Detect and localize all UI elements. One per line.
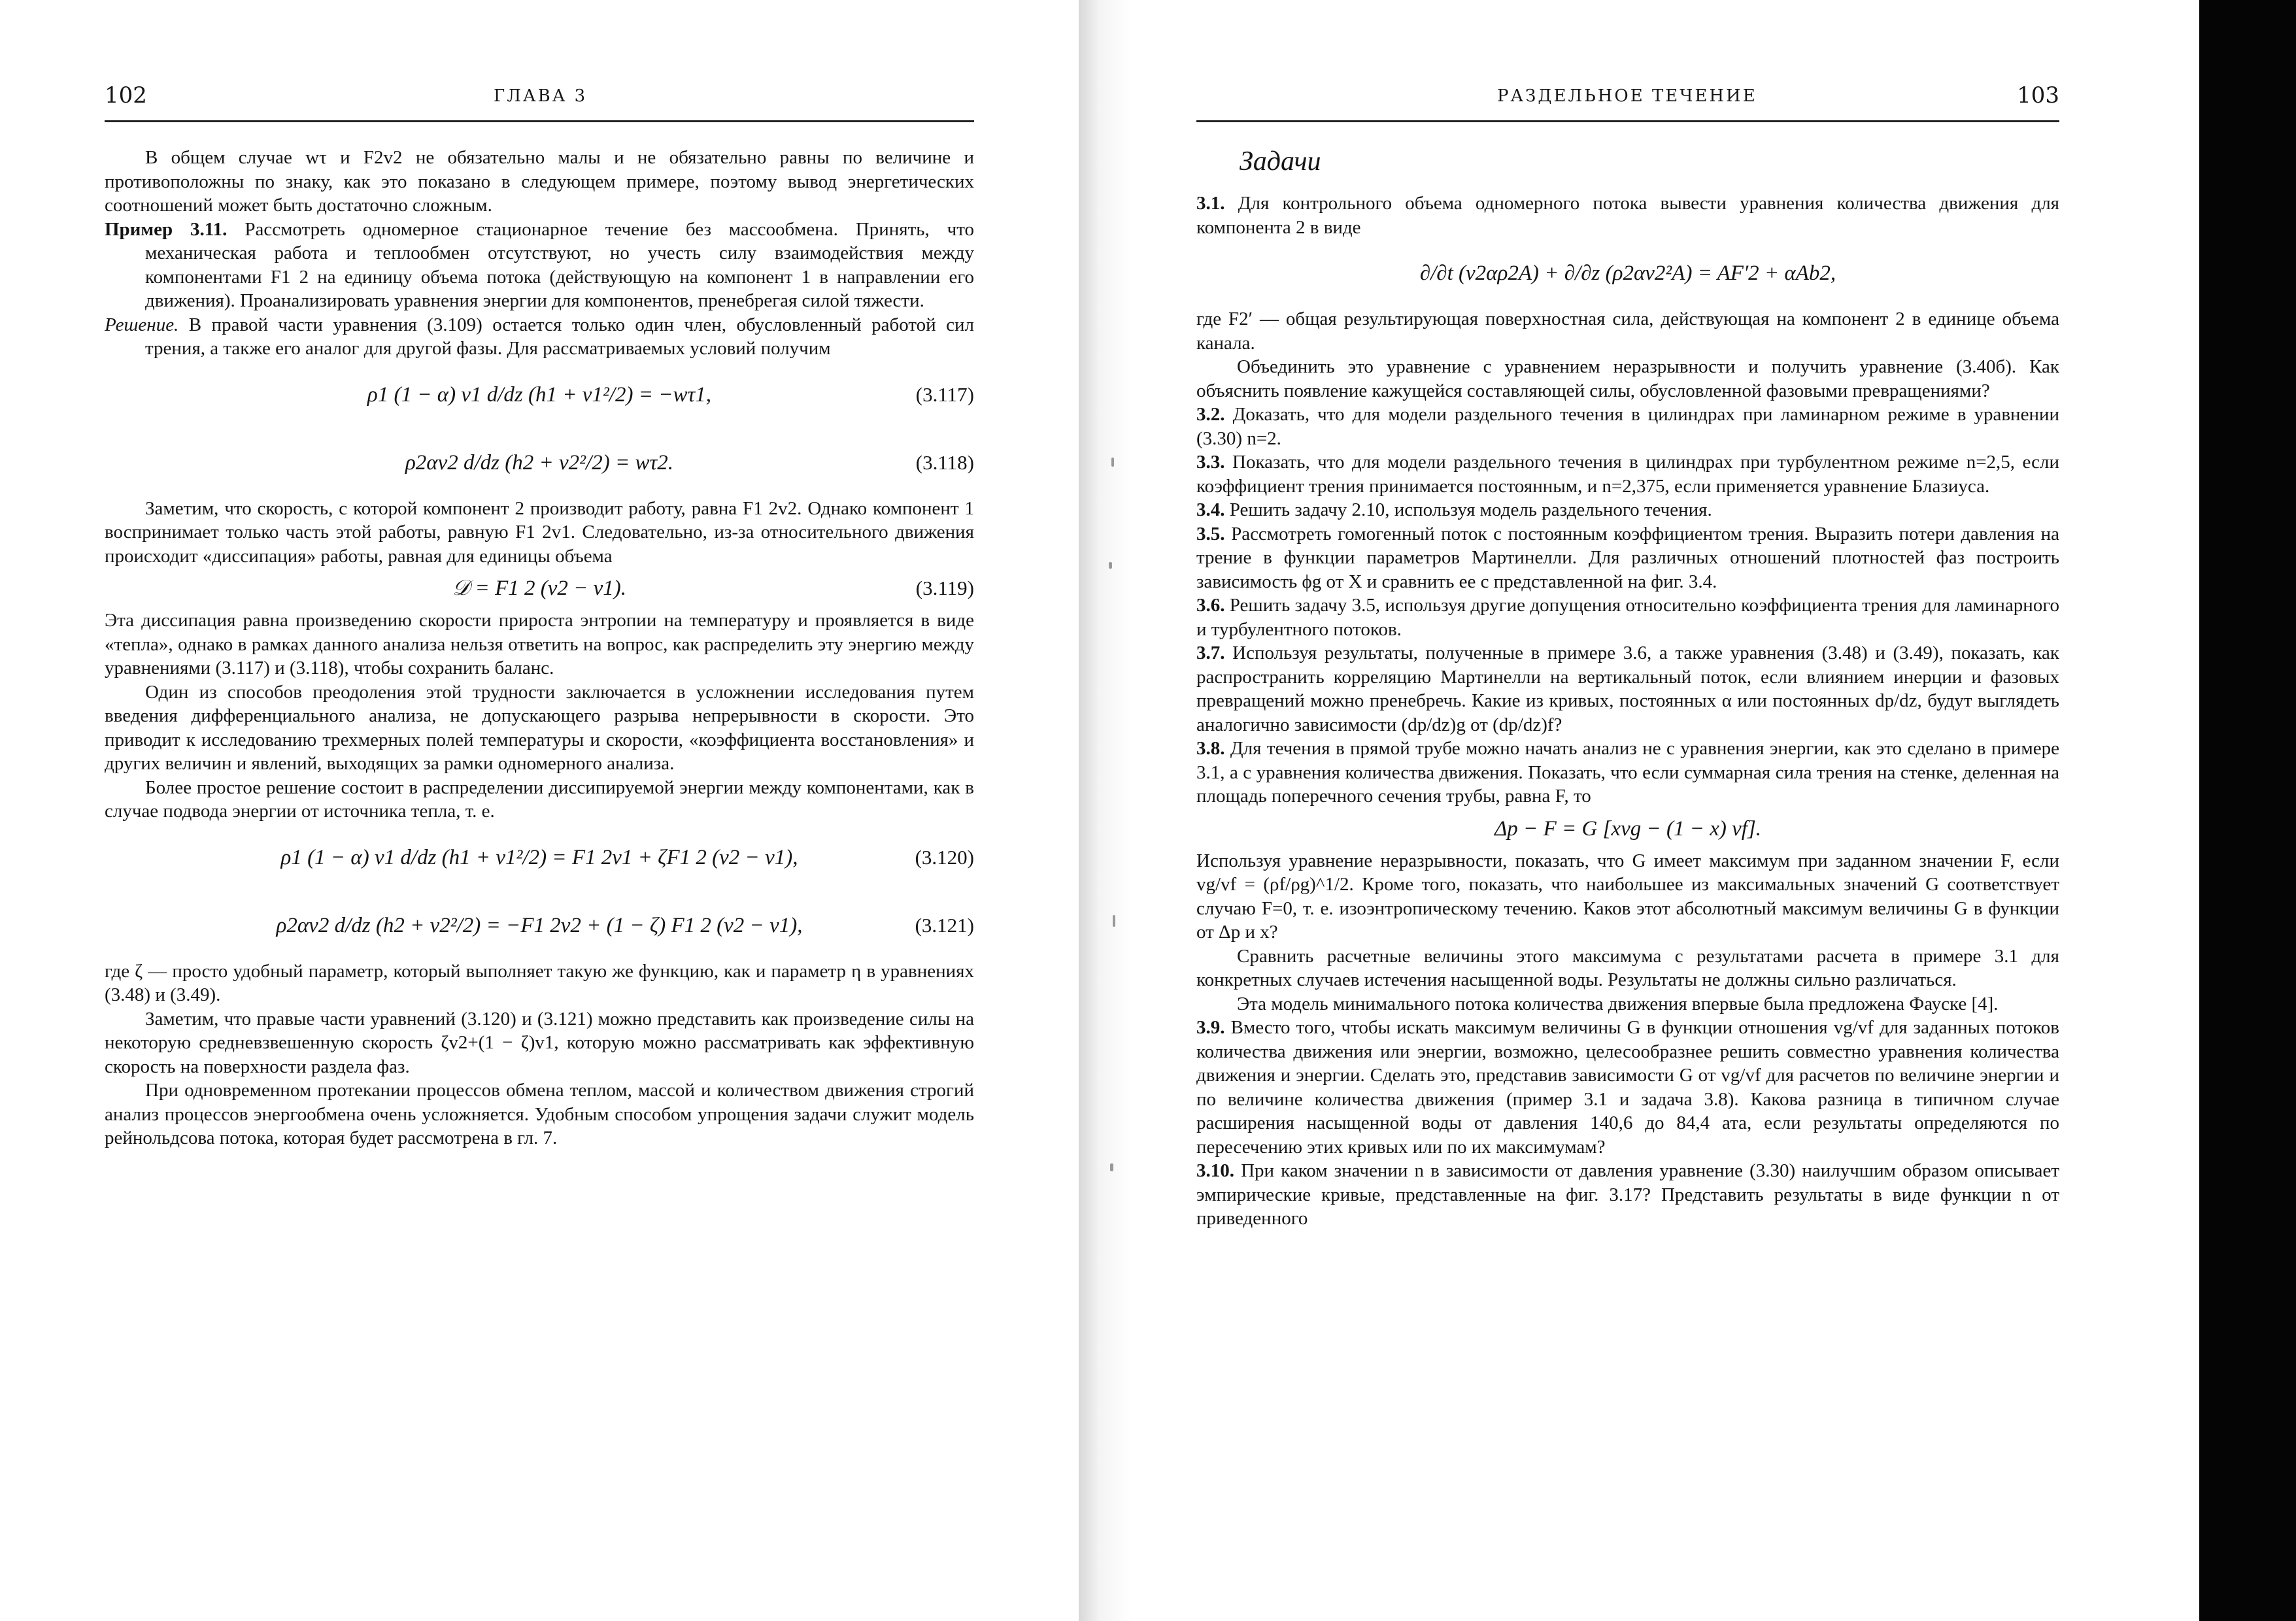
problem-text: Вместо того, чтобы искать максимум величины G в функции отношения vg/vf для заданных потоков количества движения или энергии, возможно, целесообразнее решить совместно уравнения количества движения и энергии. Сделать это, представив зависимости G от vg/vf для расчетов по величине энергии и по величине количества движения (пример 3.1 и задача 3.8). Какова разница в типичном случае расширения насыщенной воды от давления 140,6 до 84,4 ата, если результаты определяются по пересечению этих кривых или по их максимумам?	[1196, 1017, 2059, 1158]
equation-3-118	[105, 429, 974, 497]
problem-text: Решить задачу 2.10, используя модель раздельного течения.	[1229, 499, 1712, 520]
left-para-3: Эта диссипация равна произведению скорости прироста энтропии на температуру и проявляется в виде «тепла», однако в рамках данного анализа нельзя ответить на вопрос, как распределить эту энергию между уравнениями (3.117) и (3.118), чтобы сохранить баланс.	[105, 610, 974, 678]
equation-problem-3-8: Δp − F = G [xvg − (1 − x) vf].	[1494, 816, 1762, 841]
section-title: Задачи	[1240, 146, 1321, 176]
problem-text: Решить задачу 3.5, используя другие допущения относительно коэффициента трения для ламинарного и турбулентного потоков.	[1196, 595, 2060, 640]
problem-3-3	[1196, 450, 2059, 498]
equation-3-119-body: 𝒟 = F1 2 (v2 − v1).	[452, 577, 627, 600]
problem-label: 3.4.	[1196, 499, 1225, 520]
example-label: Пример 3.11.	[105, 218, 228, 240]
problem-3-4	[1196, 498, 2059, 522]
example-text: Рассмотреть одномерное стационарное течение без массообмена. Принять, что механическая работа и теплообмен отсутствуют, но учесть силу взаимодействия между компонентами F1 2 на единицу объема потока (действующую на компонент 1 в направлении его движения). Проанализировать уравнения энергии для компонентов, пренебрегая силой тяжести.	[145, 218, 974, 311]
right-column	[1196, 78, 2059, 1231]
problem-label: 3.7.	[1196, 643, 1225, 663]
left-para-7: Заметим, что правые части уравнений (3.120) и (3.121) можно представить как произведение силы на некоторую средневзвешенную скорость ζv2+(1 − ζ)v1, которую можно рассматривать как эффективную скорость на поверхности раздела фаз.	[105, 1008, 974, 1077]
problem-3-7	[1196, 641, 2059, 737]
problem-label: 3.8.	[1196, 738, 1225, 759]
problem-3-8-after-3: Эта модель минимального потока количества движения впервые была предложена Фауске [4].	[1237, 993, 1999, 1014]
problem-text: Для контрольного объема одномерного потока вывести уравнения количества движения для компонента 2 в виде	[1196, 193, 2060, 238]
solution	[105, 313, 974, 361]
problem-3-9	[1196, 1016, 2059, 1159]
left-para-8: При одновременном протекании процессов обмена теплом, массой и количеством движения строгий анализ процессов энергообмена очень усложняется. Удобным способом упрощения задачи служит модель рейнольдсова потока, которая будет рассмотрена в гл. 7.	[105, 1080, 974, 1148]
problem-3-8-after: Используя уравнение неразрывности, показать, что G имеет максимум при заданном значении F, если vg/vf = (ρf/ρg)^1/2. Кроме того, показать, что наибольшее из максимальных значений G соответствует случаю F=0, т. е. изоэнтропическому течению. Каков этот абсолютный максимум величины G в функции от Δp и x?	[1196, 850, 2059, 943]
right-page	[1079, 0, 2296, 1621]
problem-3-8	[1196, 737, 2059, 809]
left-para-5: Более простое решение состоит в распределении диссипируемой энергии между компонентами, как в случае подвода энергии от источника тепла, т. е.	[105, 777, 974, 822]
equation-3-120-number: (3.120)	[915, 845, 974, 869]
problem-3-1-after-2: Объединить это уравнение с уравнением неразрывности и получить уравнение (3.40б). Как объяснить появление кажущейся составляющей силы, обусловленной фазовыми превращениями?	[1196, 356, 2059, 401]
equation-3-118-number: (3.118)	[915, 450, 974, 474]
problem-label: 3.1.	[1196, 193, 1225, 214]
equation-3-120	[105, 824, 974, 892]
problem-3-1	[1196, 192, 2059, 239]
equation-3-117	[105, 361, 974, 429]
example-3-11	[105, 218, 974, 313]
right-running-title: РАЗДЕЛЬНОЕ ТЕЧЕНИЕ	[1497, 86, 1757, 106]
solution-label: Решение.	[105, 314, 179, 335]
problem-text: Показать, что для модели раздельного течения в цилиндрах при турбулентном режиме n=2,5, если коэффициент трения принимается постоянным, и n=2,375, если применяется уравнение Блазиуса.	[1196, 452, 2060, 497]
problem-3-6	[1196, 593, 2059, 641]
equation-3-118-body: ρ2αv2 d/dz (h2 + v2²/2) = wτ2.	[405, 450, 674, 475]
equation-3-121-number: (3.121)	[915, 913, 974, 937]
equation-3-119-number: (3.119)	[915, 577, 974, 599]
problem-label: 3.2.	[1196, 404, 1225, 425]
problem-3-2	[1196, 403, 2059, 450]
right-header	[1196, 78, 2059, 122]
left-para-6: где ζ — просто удобный параметр, который выполняет такую же функцию, как и параметр η в уравнениях (3.48) и (3.49).	[105, 960, 974, 1005]
problem-3-1-after: где F2′ — общая результирующая поверхностная сила, действующая на компонент 2 в единице объема канала.	[1196, 309, 2059, 354]
equation-3-120-body: ρ1 (1 − α) v1 d/dz (h1 + v1²/2) = F1 2v1 + ζF1 2 (v2 − v1),	[280, 845, 798, 869]
problem-text: При каком значении n в зависимости от давления уравнение (3.30) наилучшим образом описывает эмпирические кривые, представленные на фиг. 3.17? Представить результаты в виде функции n от приведенного	[1196, 1160, 2060, 1229]
left-column	[105, 78, 974, 1150]
problem-text: Для течения в прямой трубе можно начать анализ не с уравнения энергии, как это сделано в примере 3.1, а с уравнения количества движения. Показать, что если суммарная сила трения на стенке, деленная на площадь поперечного сечения трубы, равна F, то	[1196, 738, 2060, 807]
problem-label: 3.9.	[1196, 1017, 1225, 1038]
problem-label: 3.10.	[1196, 1160, 1234, 1181]
equation-3-121-body: ρ2αv2 d/dz (h2 + v2²/2) = −F1 2v2 + (1 − ζ) F1 2 (v2 − v1),	[276, 913, 803, 937]
problem-label: 3.6.	[1196, 595, 1225, 616]
left-para-1: В общем случае wτ и F2v2 не обязательно малы и не обязательно равны по величине и противоположны по знаку, как это показано в следующем примере, поэтому вывод энергетических соотношений может быть достаточно сложным.	[105, 147, 974, 216]
problem-label: 3.5.	[1196, 523, 1225, 544]
left-header	[105, 78, 974, 122]
equation-problem-3-1: ∂/∂t (v2αρ2A) + ∂/∂z (ρ2αv2²A) = AF′2 + αAb2,	[1419, 261, 1836, 285]
equation-3-119	[105, 568, 974, 609]
problem-label: 3.3.	[1196, 452, 1225, 473]
problem-text: Доказать, что для модели раздельного течения в цилиндрах при ламинарном режиме в уравнении (3.30) n=2.	[1196, 404, 2059, 449]
solution-text: В правой части уравнения (3.109) остается только один член, обусловленный работой сил трения, а также его аналог для другой фазы. Для рассматриваемых условий получим	[145, 314, 974, 359]
scanner-black-edge	[2199, 0, 2296, 1621]
left-page	[0, 0, 1079, 1621]
equation-3-117-number: (3.117)	[915, 382, 974, 406]
left-para-2: Заметим, что скорость, с которой компонент 2 производит работу, равна F1 2v2. Однако компонент 1 воспринимает только часть этой работы, равную F1 2v1. Следовательно, из-за относительного движения происходит «диссипация» работы, равная для единицы объема	[105, 497, 974, 567]
right-page-number: 103	[2017, 82, 2059, 109]
left-page-number: 102	[105, 82, 147, 109]
problem-3-10	[1196, 1159, 2059, 1231]
equation-3-121	[105, 892, 974, 960]
problem-text: Используя результаты, полученные в примере 3.6, а также уравнения (3.48) и (3.49), показать, как распространить корреляцию Мартинелли на вертикальный поток, если влиянием инерции и фазовых превращений можно пренебречь. Какие из кривых, постоянных α или постоянных dp/dz, будут выглядеть аналогично зависимости (dp/dz)g от (dp/dz)f?	[1196, 643, 2060, 735]
problem-3-8-after-2: Сравнить расчетные величины этого максимума с результатами расчета в примере 3.1 для конкретных случаев истечения насыщенной воды. Результаты не должны сильно различаться.	[1196, 945, 2059, 990]
problem-text: Рассмотреть гомогенный поток с постоянным коэффициентом трения. Выразить потери давления на трение в функции параметров Мартинелли. Для различных отношений плотностей фаз построить зависимость ϕg от X и сравнить ее с представленной на фиг. 3.4.	[1196, 523, 2060, 592]
equation-3-117-body: ρ1 (1 − α) v1 d/dz (h1 + v1²/2) = −wτ1,	[367, 382, 712, 407]
problem-3-5	[1196, 522, 2059, 594]
left-running-title: ГЛАВА 3	[494, 86, 588, 106]
left-para-4: Один из способов преодоления этой трудности заключается в усложнении исследования путем введения дифференциального анализа, не допускающего разрыва непрерывности в скорости. Это приводит к исследованию трехмерных полей температуры и скорости, «коэффициента восстановления» и других величин и явлений, выходящих за рамки одномерного анализа.	[105, 681, 974, 774]
